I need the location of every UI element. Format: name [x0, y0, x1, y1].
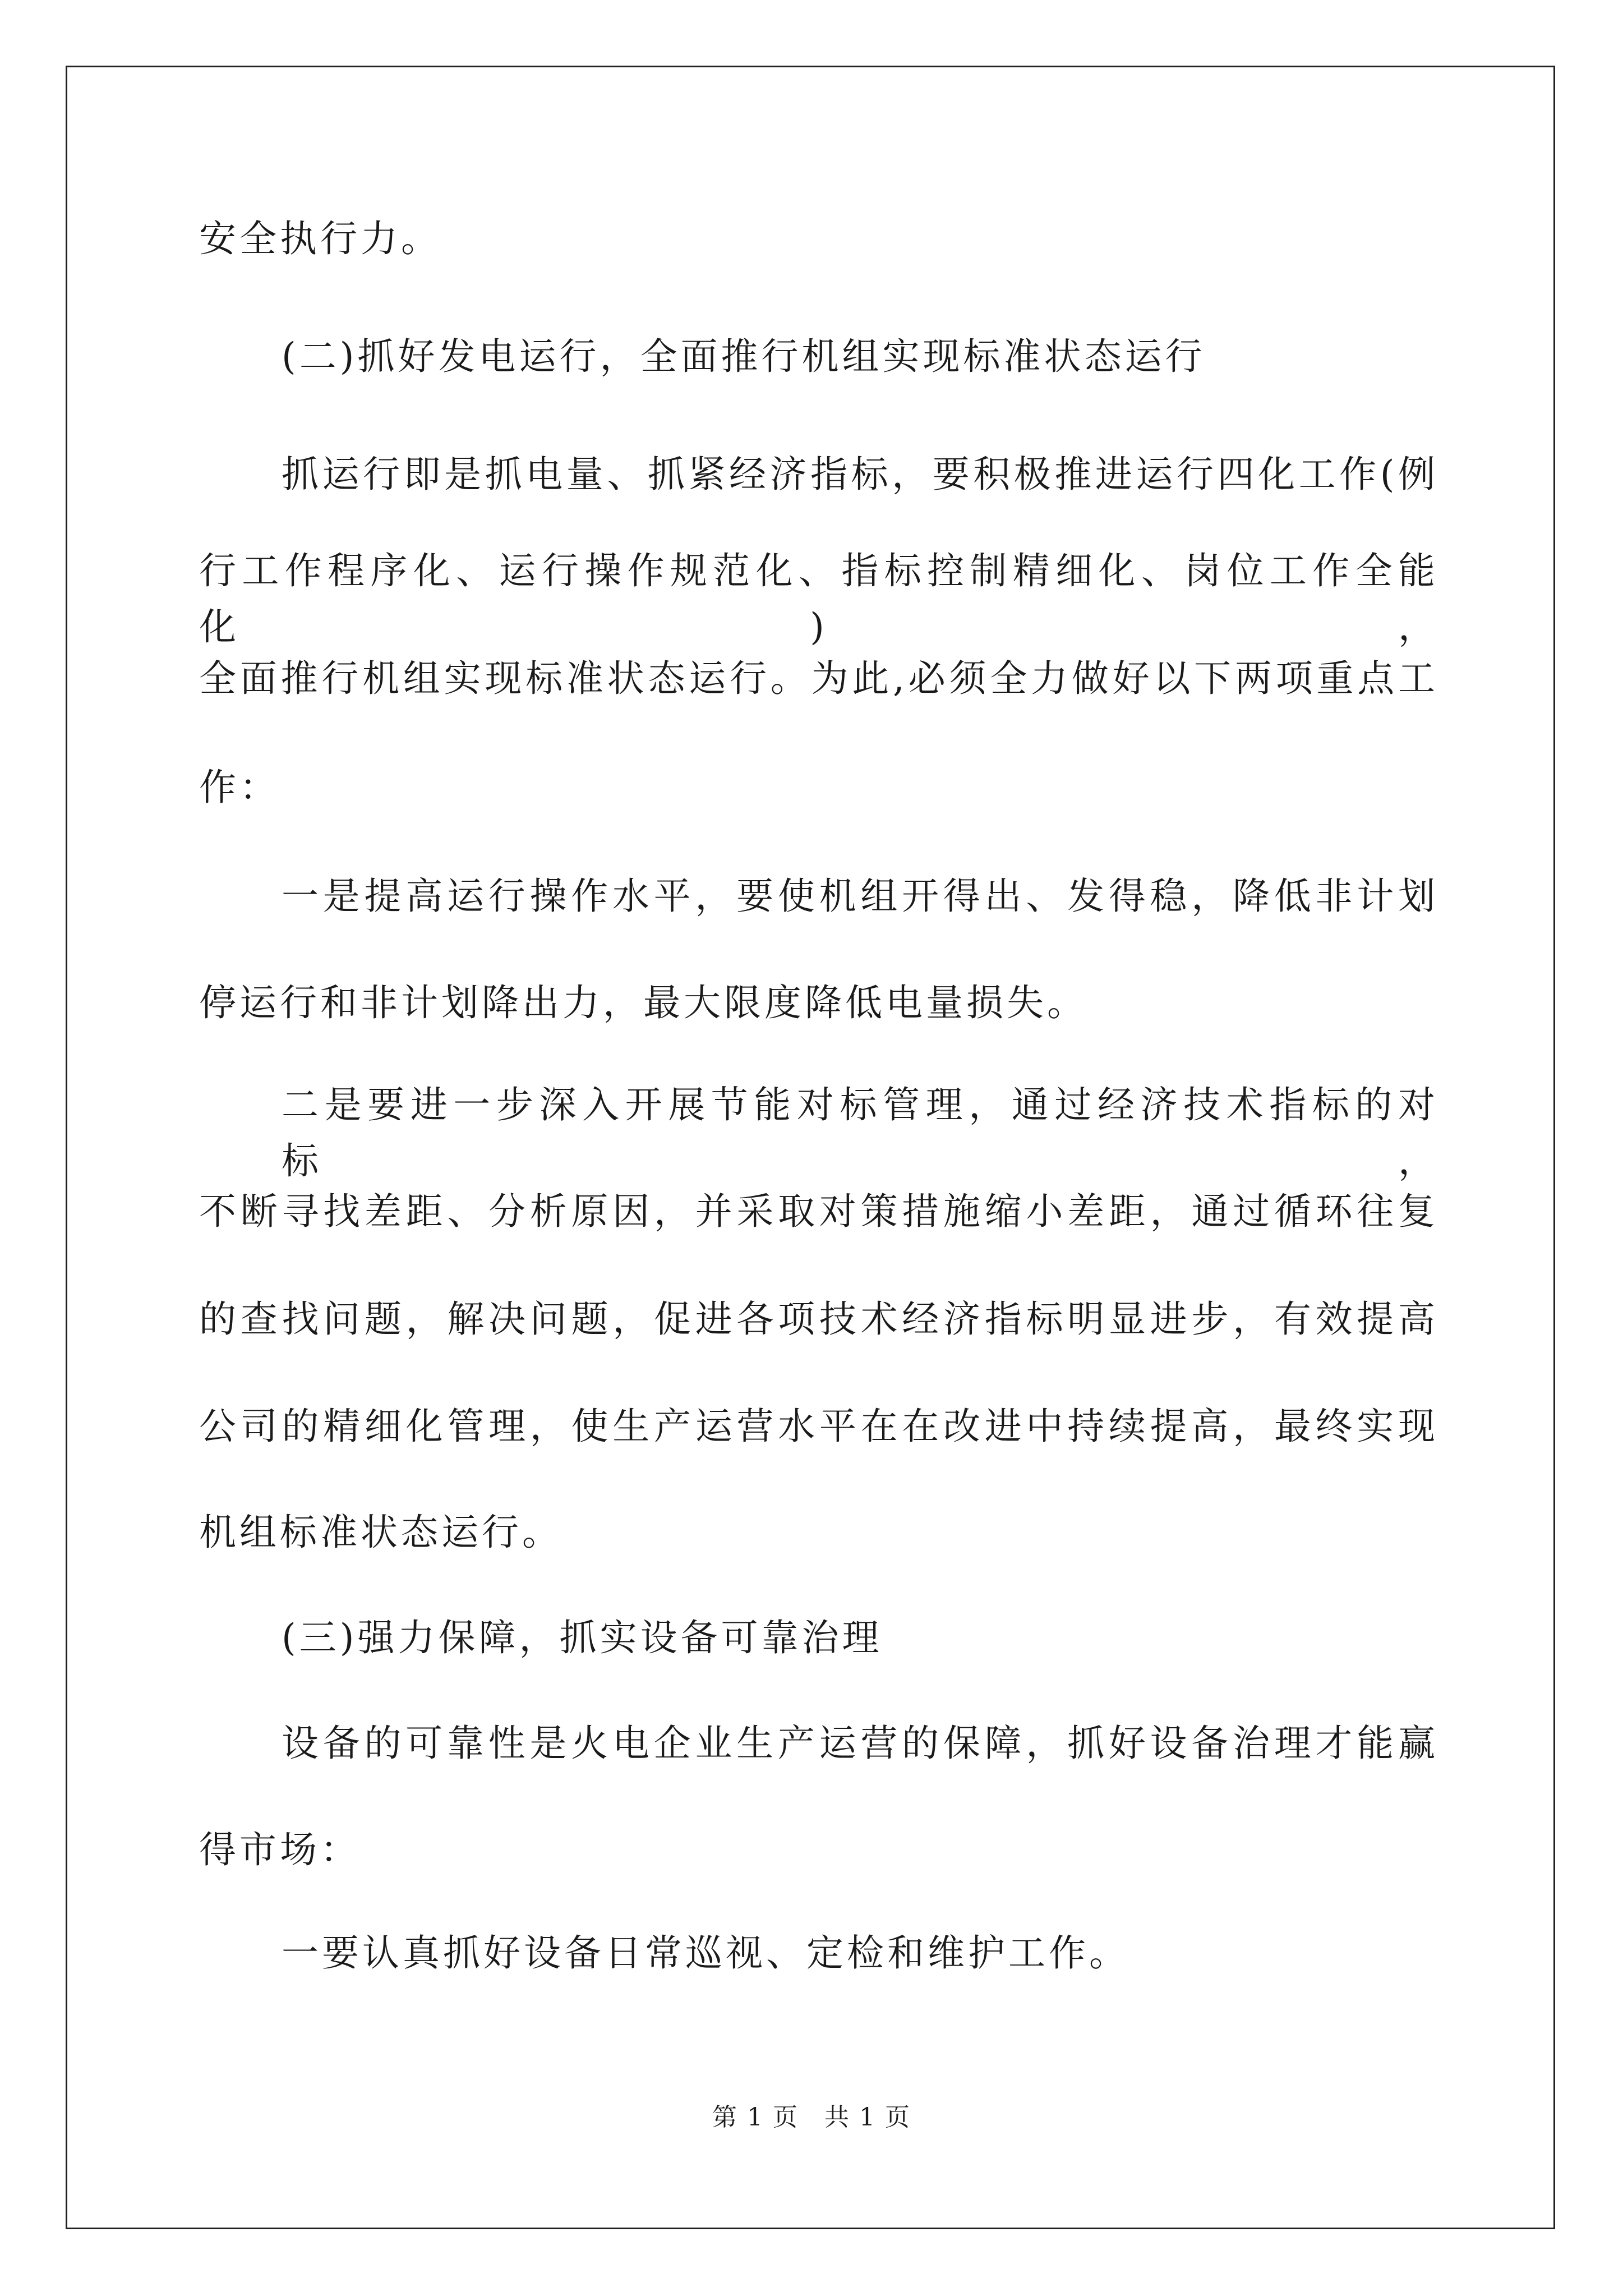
text-line-8: 停运行和非计划降出力，最大限度降低电量损失。: [199, 981, 1087, 1024]
text-line-3: 抓运行即是抓电量、抓紧经济指标，要积极推进运行四化工作(例: [282, 453, 1438, 496]
text-line-12: 公司的精细化管理，使生产运营水平在在改进中持续提高，最终实现: [199, 1405, 1438, 1448]
text-line-11: 的查找问题，解决问题，促进各项技术经济指标明显进步，有效提高: [199, 1297, 1438, 1341]
text-line-6: 作：: [199, 766, 280, 809]
text-line-5: 全面推行机组实现标准状态运行。为此,必须全力做好以下两项重点工: [199, 657, 1438, 700]
page-number: 第 1 页 共 1 页: [712, 2103, 911, 2132]
text-line-7: 一是提高运行操作水平，要使机组开得出、发得稳，降低非计划: [282, 875, 1438, 918]
text-line-13: 机组标准状态运行。: [199, 1511, 562, 1554]
text-line-16: 得市场：: [199, 1828, 361, 1871]
text-line-4: 行工作程序化、运行操作规范化、指标控制精细化、岗位工作全能化)，: [199, 549, 1438, 648]
text-line-1: 安全执行力。: [199, 217, 441, 260]
text-line-9: 二是要进一步深入开展节能对标管理，通过经济技术指标的对标，: [282, 1083, 1438, 1182]
text-line-15: 设备的可靠性是火电企业生产运营的保障，抓好设备治理才能赢: [282, 1722, 1438, 1765]
heading-3: (三)强力保障，抓实设备可靠治理: [282, 1616, 883, 1659]
text-line-10: 不断寻找差距、分析原因，并采取对策措施缩小差距，通过循环往复: [199, 1190, 1438, 1233]
heading-2: (二)抓好发电运行，全面推行机组实现标准状态运行: [282, 335, 1206, 378]
text-line-17: 一要认真抓好设备日常巡视、定检和维护工作。: [282, 1931, 1129, 1975]
